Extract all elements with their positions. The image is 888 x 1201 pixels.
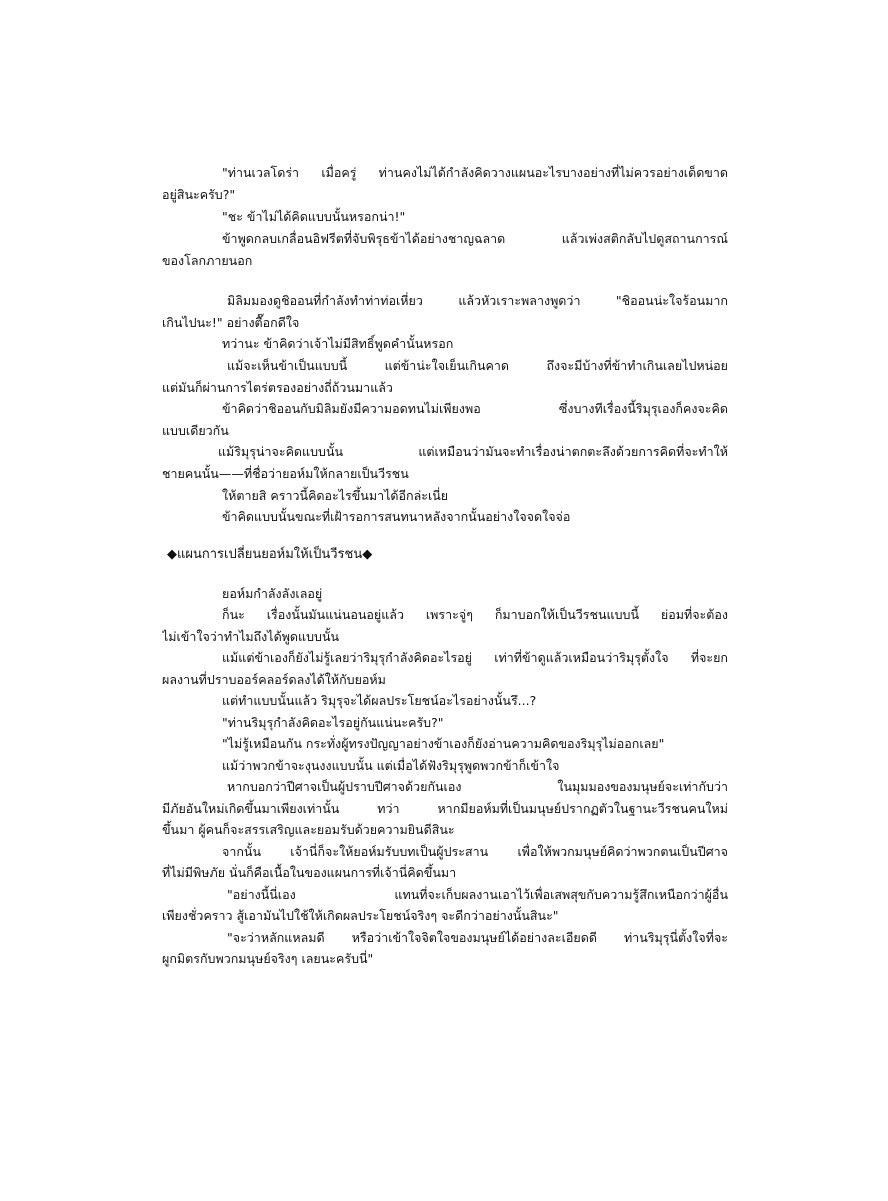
paragraph-line: ของโลกภายนอก xyxy=(162,253,253,268)
paragraph-line: มิลิมมองดูชิออนที่กำลังทำท่าท่อเหี่ยว แล้วหัวเราะพลางพูดว่า "ชิออนน่ะใจร้อนมาก xyxy=(227,293,728,308)
paragraph-line: ผูกมิตรกับพวกมนุษย์จริงๆ เลยนะครับนี่" xyxy=(162,951,374,966)
paragraph-line: ผลงานที่ปราบออร์คลอร์ดลงได้ให้กับยอห์ม xyxy=(162,672,386,687)
paragraph-line: เพียงชั่วคราว สู้เอามันไปใช้ให้เกิดผลประโยชน์จริงๆ จะดีกว่าอย่างนั้นสินะ" xyxy=(162,908,559,923)
paragraph-line: แต่มันก็ผ่านการไตร่ตรองอย่างถี่ถ้วนมาแล้ว xyxy=(162,380,393,395)
paragraph-line: ข้าคิดแบบนั้นขณะที่เฝ้ารอการสนทนาหลังจากนั้นอย่างใจจดใจจ่อ xyxy=(222,509,571,524)
paragraph-line: ให้ตายสิ คราวนี้คิดอะไรขึ้นมาได้อีกล่ะเนี่ย xyxy=(222,488,449,503)
paragraph-line: แม้จะเห็นข้าเป็นแบบนี้ แต่ข้าน่ะใจเย็นเกินคาด ถึงจะมีบ้างที่ข้าทำเกินเลยไปหน่อย xyxy=(227,358,728,373)
paragraph-line: แบบเดียวกัน xyxy=(162,423,229,438)
paragraph-line: "ท่านริมุรุกำลังคิดอะไรอยู่กันแน่นะครับ?" xyxy=(222,715,444,730)
paragraph-line: ชายคนนั้น——ที่ชื่อว่ายอห์มให้กลายเป็นวีรชน xyxy=(162,466,409,481)
paragraph-line: ข้าพูดกลบเกลื่อนอิฟรีตที่จับพิรุธข้าได้อย่างชาญฉลาด แล้วเพ่งสติกลับไปดูสถานการณ์ xyxy=(222,231,728,246)
paragraph-line: ทว่านะ ข้าคิดว่าเจ้าไม่มีสิทธิ์พูดคำนั้นหรอก xyxy=(222,336,454,351)
paragraph-line: ที่ไม่มีพิษภัย นั่นก็คือเนื้อในของแผนการที่เจ้านี่คิดขึ้นมา xyxy=(162,865,457,880)
paragraph-line: แม้แต่ข้าเองก็ยังไม่รู้เลยว่าริมุรุกำลังคิดอะไรอยู่ เท่าที่ข้าดูแล้วเหมือนว่าริมุรุตั้งใจ ที่จะยก xyxy=(222,650,728,665)
paragraph-line: "ท่านเวลโดร่า เมื่อครู่ ท่านคงไม่ได้กำลังคิดวางแผนอะไรบางอย่างที่ไม่ควรอย่างเด็ดขาด xyxy=(222,165,728,180)
paragraph-line: จากนั้น เจ้านี่ก็จะให้ยอห์มรับบทเป็นผู้ประสาน เพื่อให้พวกมนุษย์คิดว่าพวกตนเป็นปีศาจ xyxy=(222,844,728,859)
paragraph-line: "ชะ ข้าไม่ได้คิดแบบนั้นหรอกน่า!" xyxy=(222,209,406,224)
section-heading: ◆แผนการเปลี่ยนยอห์มให้เป็นวีรชน◆ xyxy=(167,547,373,562)
paragraph-line: "จะว่าหลักแหลมดี หรือว่าเข้าใจจิตใจของมนุษย์ได้อย่างละเอียดดี ท่านริมุรุนี่ตั้งใจที่จะ xyxy=(227,930,728,945)
paragraph-line: ไม่เข้าใจว่าทำไมถึงได้พูดแบบนั้น xyxy=(162,629,340,644)
paragraph-line: หากบอกว่าปีศาจเป็นผู้ปราบปีศาจด้วยกันเอง ในมุมมองของมนุษย์จะเท่ากับว่า xyxy=(227,779,728,794)
paragraph-line: ข้าคิดว่าชิออนกับมิลิมยังมีความอดทนไม่เพียงพอ ซึ่งบางทีเรื่องนี้ริมุรุเองก็คงจะคิด xyxy=(222,401,728,416)
paragraph-line: "อย่างนี้นี่เอง แทนที่จะเก็บผลงานเอาไว้เพื่อเสพสุขกับความรู้สึกเหนือกว่าผู้อื่น xyxy=(227,887,728,902)
paragraph-line: "ไม่รู้เหมือนกัน กระทั่งผู้ทรงปัญญาอย่างข้าเองก็ยังอ่านความคิดของริมุรุไม่ออกเลย" xyxy=(222,736,665,751)
paragraph-line: อยู่สินะครับ?" xyxy=(162,187,236,202)
paragraph-line: แม้ริมุรุน่าจะคิดแบบนั้น แต่เหมือนว่ามันจะทำเรื่องน่าตกตะลึงด้วยการคิดที่จะทำให้ xyxy=(218,444,728,459)
paragraph-line: แต่ทำแบบนั้นแล้ว ริมุรุจะได้ผลประโยชน์อะไรอย่างนั้นรึ...? xyxy=(222,693,537,708)
paragraph-line: ก็นะ เรื่องนั้นมันแน่นอนอยู่แล้ว เพราะจู่ๆ ก็มาบอกให้เป็นวีรชนแบบนี้ ย่อมที่จะต้อง xyxy=(222,607,728,622)
paragraph-line: แม้ว่าพวกข้าจะงุนงงแบบนั้น แต่เมื่อได้ฟังริมุรุพูดพวกข้าก็เข้าใจ xyxy=(222,758,560,773)
paragraph-line: ยอห์มกำลังลังเลอยู่ xyxy=(222,586,323,601)
paragraph-line: มีภัยอันใหม่เกิดขึ้นมาเพียงเท่านั้น ทว่า หากมียอห์มที่เป็นมนุษย์ปรากฏตัวในฐานะวีรชนคนใหม่ xyxy=(162,801,728,816)
paragraph-line: ขึ้นมา ผู้คนก็จะสรรเสริญและยอมรับด้วยความยินดีสินะ xyxy=(162,822,455,837)
paragraph-line: เกินไปนะ!" อย่างตื๊อกดีใจ xyxy=(162,315,300,330)
